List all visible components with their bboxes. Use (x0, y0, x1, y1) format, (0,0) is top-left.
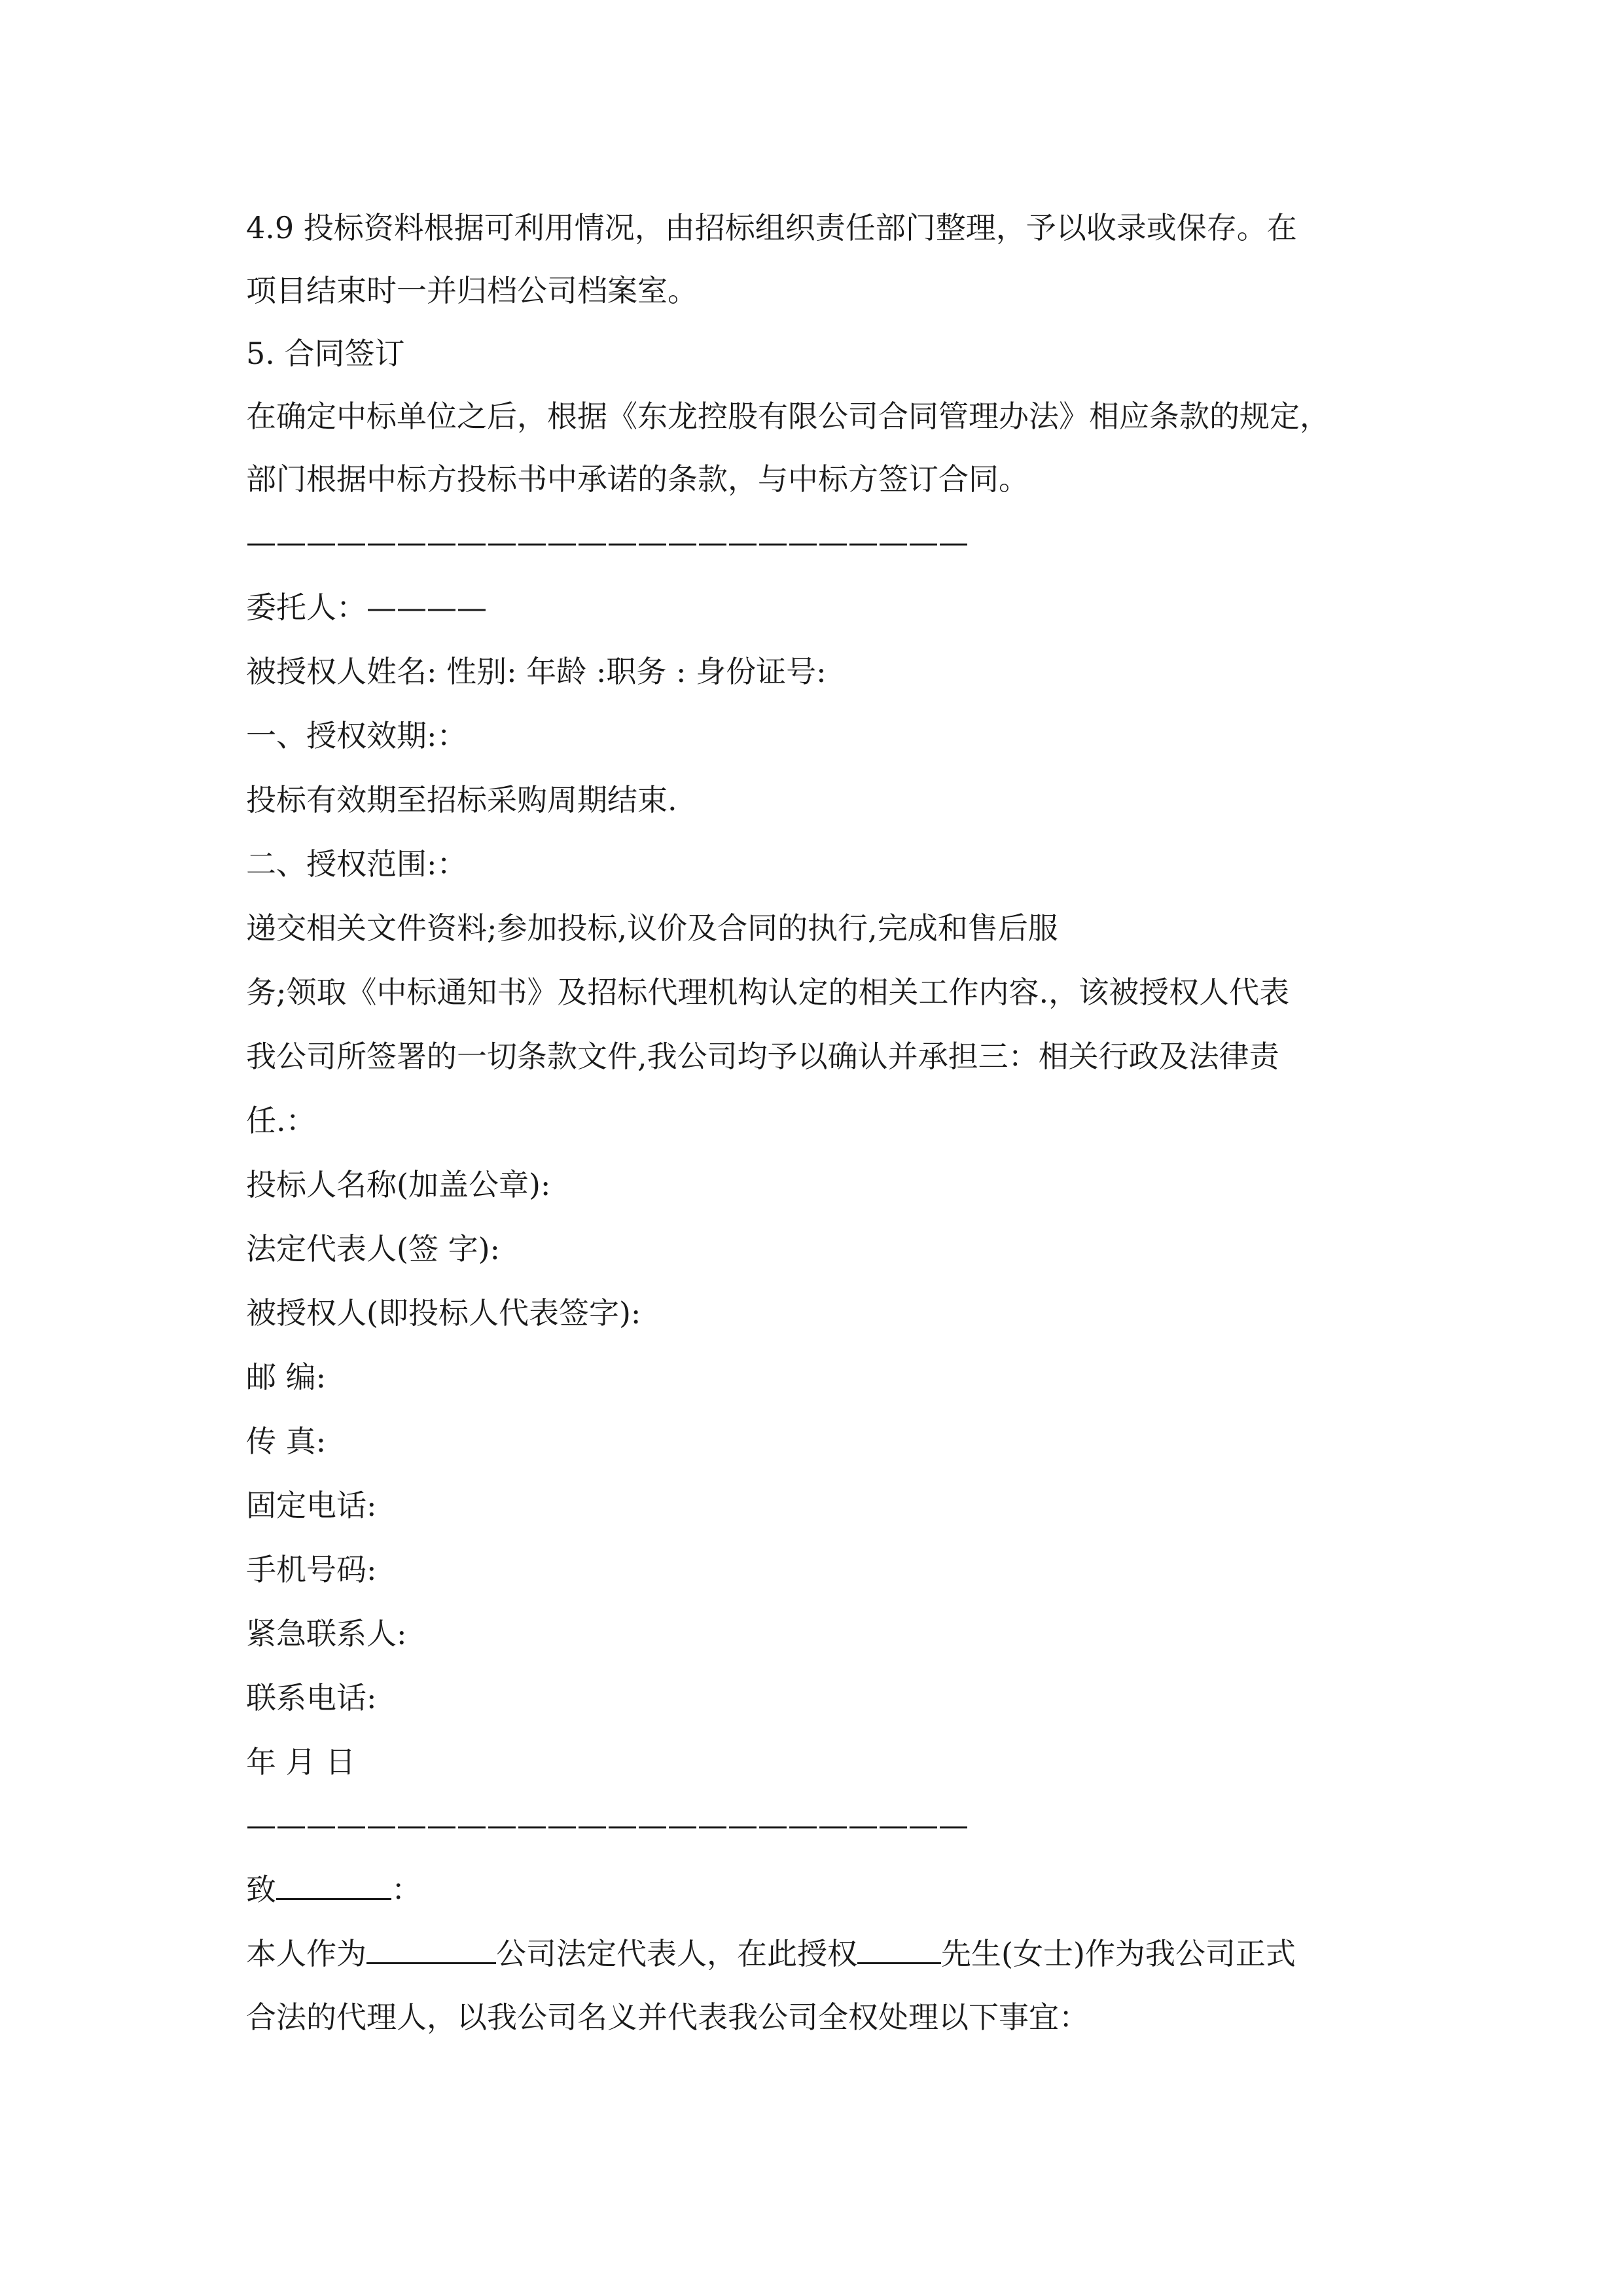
text-line: 任.： (246, 1103, 316, 1138)
text-line: 在确定中标单位之后，根据《东龙控股有限公司合同管理办法》相应条款的规定， (246, 399, 1330, 434)
agent-name-blank (857, 1933, 941, 1964)
text-line: 4.9 投标资料根据可利用情况，由招标组织责任部门整理，予以收录或保存。在 (246, 210, 1297, 245)
auth-text-3: 先生(女士)作为我公司正式 (941, 1936, 1296, 1971)
form-field-label: 紧急联系人: (246, 1616, 407, 1651)
form-field-label: 被授权人(即投标人代表签字): (246, 1295, 641, 1331)
addressee-suffix: ： (391, 1872, 421, 1907)
text-line: 投标有效期至招标采购周期结束. (246, 782, 677, 817)
separator-line: ———————————————————————— (246, 524, 969, 560)
addressee-blank (276, 1869, 391, 1900)
text-line: 务;领取《中标通知书》及招标代理机构认定的相关工作内容.，该被授权人代表 (246, 975, 1290, 1010)
text-line: 二、授权范围:： (246, 846, 467, 882)
text-line: 合法的代理人，以我公司名义并代表我公司全权处理以下事宜： (246, 2000, 1089, 2035)
text-line: 一、授权效期:： (246, 718, 467, 753)
authorization-line (246, 1933, 1296, 1973)
text-line: 项目结束时一并归档公司档案室。 (246, 273, 698, 308)
form-field-label: 固定电话: (246, 1488, 377, 1523)
date-line: 年 月 日 (246, 1744, 356, 1780)
separator-line: ———————————————————————— (246, 1807, 969, 1842)
addressee-prefix: 致 (246, 1872, 276, 1907)
form-field-label: 法定代表人(签 字): (246, 1231, 501, 1266)
auth-text-1: 本人作为 (246, 1936, 366, 1971)
text-line: 被授权人姓名: 性别: 年龄 :职务 : 身份证号: (246, 654, 827, 689)
form-field-label: 邮 编: (246, 1359, 327, 1395)
auth-text-2: 公司法定代表人，在此授权 (496, 1936, 857, 1971)
form-field-label: 联系电话: (246, 1680, 377, 1715)
section-heading: 5. 合同签订 (246, 336, 405, 371)
text-line: 委托人：———— (246, 590, 487, 625)
addressee-line (246, 1869, 421, 1909)
company-name-blank (366, 1933, 496, 1964)
text-line: 部门根据中标方投标书中承诺的条款，与中标方签订合同。 (246, 461, 1029, 497)
text-line: 我公司所签署的一切条款文件,我公司均予以确认并承担三：相关行政及法律责 (246, 1039, 1279, 1074)
form-field-label: 传 真: (246, 1424, 327, 1459)
form-field-label: 手机号码: (246, 1552, 377, 1587)
form-field-label: 投标人名称(加盖公章): (246, 1167, 551, 1202)
text-line: 递交相关文件资料;参加投标,议价及合同的执行,完成和售后服 (246, 910, 1058, 946)
